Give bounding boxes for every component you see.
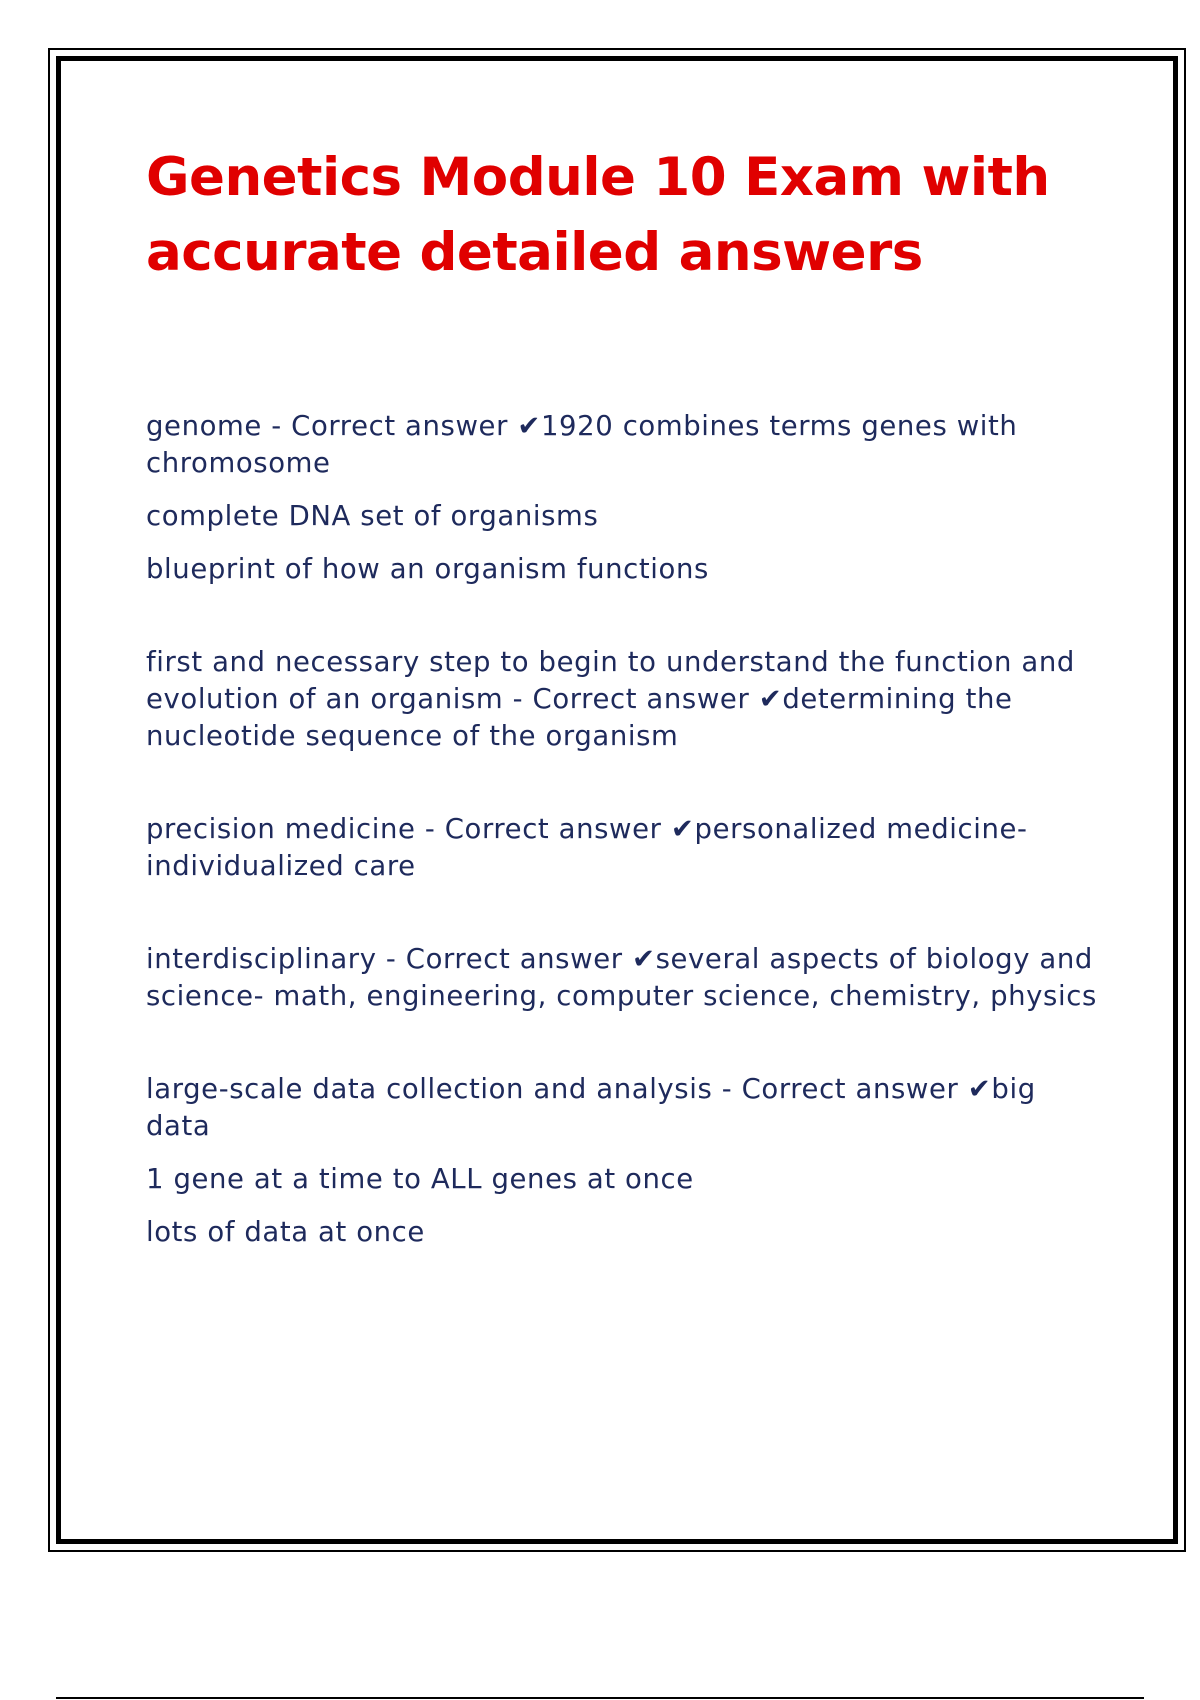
qa-entry-precision-medicine [146,811,1106,885]
qa-list [146,408,1106,1251]
qa-line: lots of data at once [146,1216,425,1248]
qa-entry-first-step [146,644,1106,755]
document-title: Genetics Module 10 Exam with accurate detailed answers [146,147,1050,283]
qa-line: interdisciplinary - Correct answer ✔several aspects of biology and science- math, engineering, computer science, chemistry, physics [146,943,1097,1012]
qa-line: complete DNA set of organisms [146,500,599,532]
qa-line: first and necessary step to begin to understand the function and evolution of an organism - Correct answer ✔determining the nucleotide sequence of the organism [146,646,1075,752]
qa-line: precision medicine - Correct answer ✔personalized medicine- individualized care [146,813,1028,882]
qa-entry-big-data [146,1071,1106,1251]
qa-line: large-scale data collection and analysis - Correct answer ✔big data [146,1073,1036,1142]
qa-entry-interdisciplinary [146,941,1106,1015]
qa-entry-genome [146,408,1106,588]
qa-line: genome - Correct answer ✔1920 combines terms genes with chromosome [146,410,1018,479]
document-body [146,140,1106,1307]
footer-divider [56,1697,1144,1699]
qa-line: blueprint of how an organism functions [146,553,709,585]
qa-line: 1 gene at a time to ALL genes at once [146,1163,694,1195]
